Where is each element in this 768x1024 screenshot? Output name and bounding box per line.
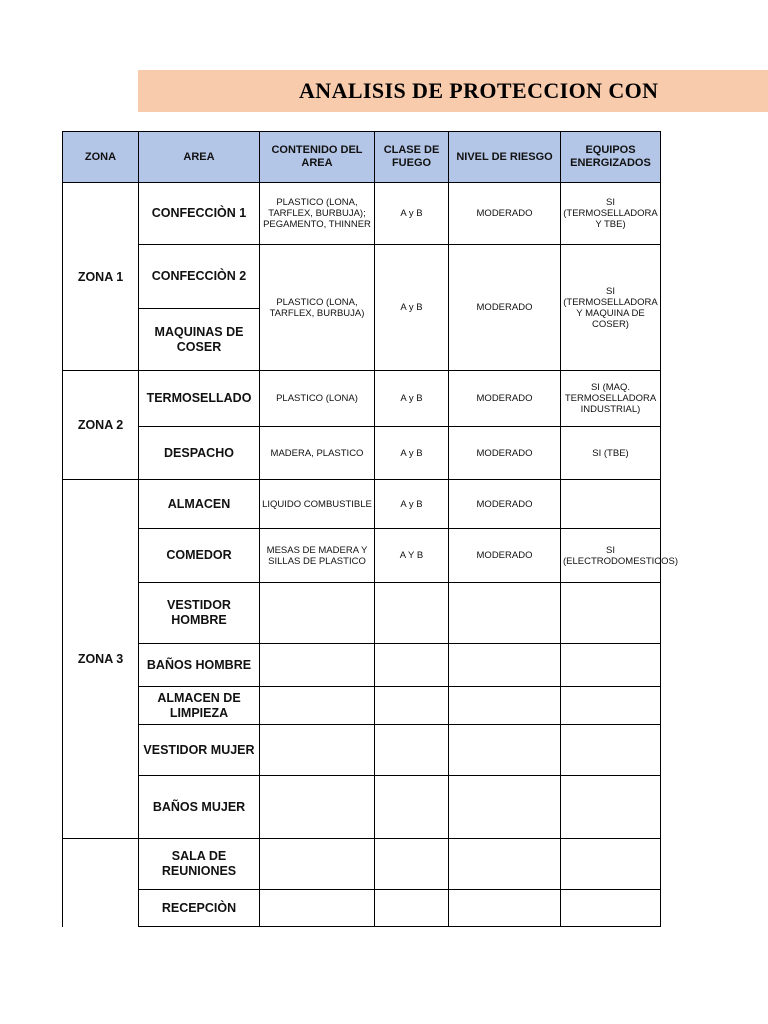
clase-cell xyxy=(375,890,449,927)
clase-cell: A y B xyxy=(375,183,449,245)
clase-cell: A Y B xyxy=(375,529,449,583)
table-row xyxy=(63,583,661,644)
table-row xyxy=(63,644,661,687)
clase-cell xyxy=(375,687,449,725)
nivel-cell: MODERADO xyxy=(449,245,561,371)
table-row xyxy=(63,776,661,839)
contenido-cell: MESAS DE MADERA Y SILLAS DE PLASTICO xyxy=(260,529,375,583)
contenido-cell xyxy=(260,839,375,890)
equipos-cell xyxy=(561,480,661,529)
header-contenido: CONTENIDO DEL AREA xyxy=(260,132,375,183)
equipos-cell xyxy=(561,644,661,687)
nivel-cell xyxy=(449,776,561,839)
clase-cell: A y B xyxy=(375,371,449,427)
equipos-cell: SI (MAQ. TERMOSELLADORA INDUSTRIAL) xyxy=(561,371,661,427)
area-cell: TERMOSELLADO xyxy=(139,371,260,427)
area-cell: BAÑOS MUJER xyxy=(139,776,260,839)
nivel-cell xyxy=(449,839,561,890)
clase-cell xyxy=(375,776,449,839)
zone-cell xyxy=(63,839,139,927)
table-row xyxy=(63,371,661,427)
contenido-cell xyxy=(260,583,375,644)
equipos-cell xyxy=(561,583,661,644)
table-row xyxy=(63,427,661,480)
table-row xyxy=(63,480,661,529)
clase-cell xyxy=(375,839,449,890)
contenido-cell: PLASTICO (LONA) xyxy=(260,371,375,427)
area-cell: BAÑOS HOMBRE xyxy=(139,644,260,687)
contenido-cell xyxy=(260,725,375,776)
area-cell: ALMACEN DE LIMPIEZA xyxy=(139,687,260,725)
nivel-cell: MODERADO xyxy=(449,183,561,245)
area-cell: CONFECCIÒN 1 xyxy=(139,183,260,245)
zone-cell: ZONA 1 xyxy=(63,183,139,371)
header-clase: CLASE DE FUEGO xyxy=(375,132,449,183)
equipos-cell xyxy=(561,725,661,776)
header-equipos: EQUIPOS ENERGIZADOS xyxy=(561,132,661,183)
fire-protection-table xyxy=(62,131,679,927)
table-row xyxy=(63,183,661,245)
equipos-cell: SI (ELECTRODOMESTICOS) xyxy=(561,529,661,583)
equipos-cell: SI (TBE) xyxy=(561,427,661,480)
table-row xyxy=(63,245,661,309)
area-cell: COMEDOR xyxy=(139,529,260,583)
clase-cell: A y B xyxy=(375,245,449,371)
nivel-cell xyxy=(449,644,561,687)
equipos-cell: SI (TERMOSELLADORA Y MAQUINA DE COSER) xyxy=(561,245,661,371)
table-row xyxy=(63,725,661,776)
clase-cell xyxy=(375,644,449,687)
contenido-cell: PLASTICO (LONA, TARFLEX, BURBUJA) xyxy=(260,245,375,371)
clase-cell xyxy=(375,583,449,644)
clase-cell xyxy=(375,725,449,776)
area-cell: SALA DE REUNIONES xyxy=(139,839,260,890)
contenido-cell xyxy=(260,687,375,725)
nivel-cell xyxy=(449,583,561,644)
zone-cell: ZONA 3 xyxy=(63,480,139,839)
nivel-cell xyxy=(449,725,561,776)
clase-cell: A y B xyxy=(375,480,449,529)
equipos-cell xyxy=(561,776,661,839)
area-cell: ALMACEN xyxy=(139,480,260,529)
nivel-cell: MODERADO xyxy=(449,427,561,480)
area-cell: MAQUINAS DE COSER xyxy=(139,309,260,371)
nivel-cell xyxy=(449,890,561,927)
nivel-cell: MODERADO xyxy=(449,371,561,427)
area-cell: RECEPCIÒN xyxy=(139,890,260,927)
area-cell: VESTIDOR MUJER xyxy=(139,725,260,776)
contenido-cell xyxy=(260,644,375,687)
header-row xyxy=(63,132,661,183)
zone-cell: ZONA 2 xyxy=(63,371,139,480)
equipos-cell xyxy=(561,890,661,927)
nivel-cell xyxy=(449,687,561,725)
area-cell: VESTIDOR HOMBRE xyxy=(139,583,260,644)
header-area: AREA xyxy=(139,132,260,183)
contenido-cell: LIQUIDO COMBUSTIBLE xyxy=(260,480,375,529)
table-row xyxy=(63,529,661,583)
contenido-cell: MADERA, PLASTICO xyxy=(260,427,375,480)
table-row xyxy=(63,839,661,890)
equipos-cell xyxy=(561,839,661,890)
equipos-cell: SI (TERMOSELLADORA Y TBE) xyxy=(561,183,661,245)
table-row xyxy=(63,890,661,927)
contenido-cell xyxy=(260,776,375,839)
table-row xyxy=(63,687,661,725)
contenido-cell: PLASTICO (LONA, TARFLEX, BURBUJA); PEGAMENTO, THINNER xyxy=(260,183,375,245)
area-cell: DESPACHO xyxy=(139,427,260,480)
area-cell: CONFECCIÒN 2 xyxy=(139,245,260,309)
header-nivel: NIVEL DE RIESGO xyxy=(449,132,561,183)
nivel-cell: MODERADO xyxy=(449,480,561,529)
clase-cell: A y B xyxy=(375,427,449,480)
title-band xyxy=(138,70,768,112)
page-title: ANALISIS DE PROTECCION CON xyxy=(299,78,659,103)
equipos-cell xyxy=(561,687,661,725)
header-zona: ZONA xyxy=(63,132,139,183)
contenido-cell xyxy=(260,890,375,927)
nivel-cell: MODERADO xyxy=(449,529,561,583)
